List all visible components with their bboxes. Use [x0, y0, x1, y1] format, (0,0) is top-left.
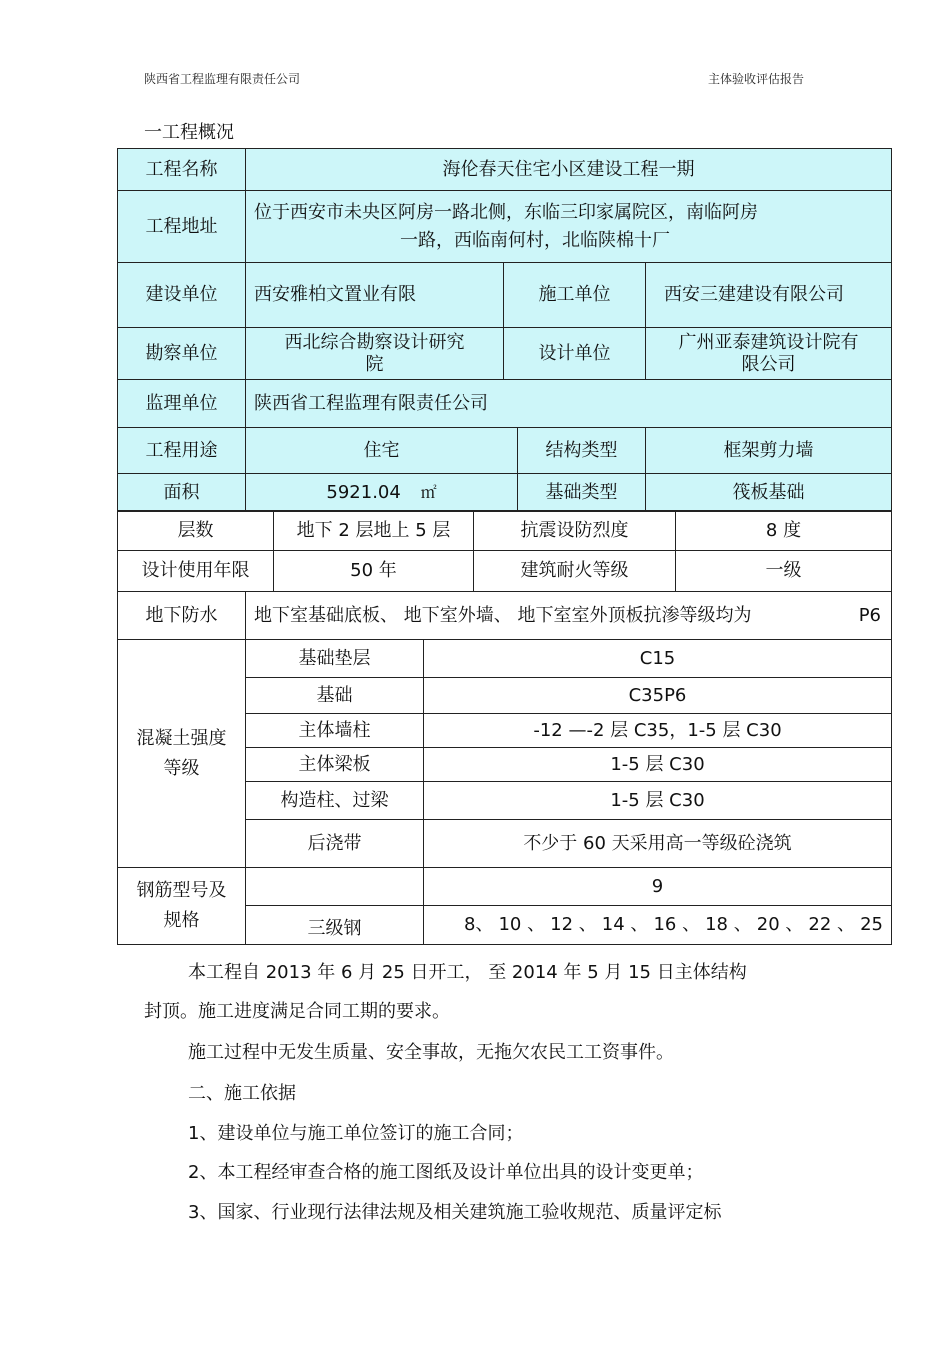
floors-label: 层数: [118, 511, 274, 551]
structure-value: 框架剪力墙: [646, 428, 892, 474]
structure-label: 结构类型: [518, 428, 646, 474]
design-label: 设计单位: [504, 328, 646, 380]
concrete-row-name: 构造柱、过梁: [246, 782, 424, 820]
name-value: 海伦春天住宅小区建设工程一期: [246, 149, 892, 191]
area-unit: ㎡: [420, 482, 437, 502]
rebar-size: 12 、: [550, 914, 597, 935]
concrete-row-value: 1-5 层 C30: [424, 782, 892, 820]
concrete-label-line1: 混凝土强度: [136, 727, 227, 749]
concrete-table: [117, 639, 892, 868]
life-label: 设计使用年限: [118, 551, 274, 592]
builder-value: 西安雅柏文置业有限: [246, 263, 504, 328]
rebar-row1-name: [246, 868, 424, 906]
concrete-row-name: 基础: [246, 678, 424, 714]
rebar-size: 22 、: [808, 914, 856, 935]
rebar-row1-value: 9: [424, 868, 892, 906]
fire-value: 一级: [676, 551, 892, 592]
rebar-size: 25: [860, 914, 883, 935]
survey-line2: 院: [365, 353, 384, 375]
usage-label: 工程用途: [118, 428, 246, 474]
rebar-sizes: [424, 906, 892, 945]
survey-line1: 西北综合勘察设计研究: [284, 331, 465, 353]
rebar-size: 20 、: [756, 914, 804, 935]
rebar-size: 8、: [464, 914, 494, 935]
supervisor-label: 监理单位: [118, 380, 246, 428]
concrete-row-value: 不少于 60 天采用高一等级砼浇筑: [424, 820, 892, 868]
design-line2: 限公司: [741, 353, 796, 375]
constructor-label: 施工单位: [504, 263, 646, 328]
address-line1: 位于西安市未央区阿房一路北侧，东临三印家属院区，南临阿房: [254, 201, 758, 223]
design-value: [646, 328, 892, 380]
floors-value: 地下 2 层地上 5 层: [274, 511, 474, 551]
survey-value: [246, 328, 504, 380]
concrete-row-value: -12 —-2 层 C35，1-5 层 C30: [424, 714, 892, 748]
paragraph-progress-line1: 本工程自 2013 年 6 月 25 日开工， 至 2014 年 5 月 15 日主体结构: [188, 962, 747, 983]
rebar-size: 16 、: [653, 914, 701, 935]
design-line1: 广州亚泰建筑设计院有: [678, 331, 859, 353]
rebar-size: 14 、: [601, 914, 649, 935]
basis-item-2: 2、本工程经审查合格的施工图纸及设计单位出具的设计变更单；: [188, 1162, 704, 1183]
fire-label: 建筑耐火等级: [474, 551, 676, 592]
waterproof-value: 地下室基础底板、 地下室外墙、 地下室室外顶板抗渗等级均为: [254, 604, 752, 626]
concrete-label-line2: 等级: [163, 757, 200, 779]
waterproof-cell: [246, 592, 892, 640]
life-value: 50 年: [274, 551, 474, 592]
foundation-type-value: 筏板基础: [646, 474, 892, 512]
overview-table: [117, 148, 892, 512]
address-value: [246, 191, 892, 263]
floors-table: [117, 510, 892, 592]
seismic-label: 抗震设防烈度: [474, 511, 676, 551]
seismic-value: 8 度: [676, 511, 892, 551]
concrete-label: [118, 640, 246, 868]
concrete-row-value: C35P6: [424, 678, 892, 714]
section-title-overview: 一工程概况: [144, 122, 234, 143]
section-title-basis: 二、施工依据: [188, 1083, 296, 1104]
rebar-table: [117, 867, 892, 945]
concrete-row-name: 主体墙柱: [246, 714, 424, 748]
rebar-label-line1: 钢筋型号及: [136, 880, 227, 901]
area-value: [246, 474, 518, 512]
waterproof-table: [117, 591, 892, 640]
waterproof-label: 地下防水: [118, 592, 246, 640]
concrete-row-name: 主体梁板: [246, 748, 424, 782]
area-label: 面积: [118, 474, 246, 512]
concrete-row-value: 1-5 层 C30: [424, 748, 892, 782]
header-company: 陕西省工程监理有限责任公司: [144, 72, 301, 86]
supervisor-value: 陕西省工程监理有限责任公司: [246, 380, 892, 428]
rebar-label-line2: 规格: [163, 910, 200, 931]
rebar-label: [118, 868, 246, 945]
waterproof-grade: P6: [858, 604, 881, 626]
area-number: 5921.04: [326, 481, 401, 503]
foundation-type-label: 基础类型: [518, 474, 646, 512]
builder-label: 建设单位: [118, 263, 246, 328]
survey-label: 勘察单位: [118, 328, 246, 380]
rebar-row2-name: 三级钢: [246, 906, 424, 945]
paragraph-safety: 施工过程中无发生质量、安全事故，无拖欠农民工工资事件。: [188, 1042, 674, 1063]
basis-item-1: 1、建设单位与施工单位签订的施工合同；: [188, 1123, 524, 1144]
constructor-value: 西安三建建设有限公司: [646, 263, 892, 328]
concrete-row-value: C15: [424, 640, 892, 678]
usage-value: 住宅: [246, 428, 518, 474]
name-label: 工程名称: [118, 149, 246, 191]
concrete-row-name: 后浇带: [246, 820, 424, 868]
address-line2: 一路，西临南何村，北临陕棉十厂: [400, 229, 670, 251]
address-label: 工程地址: [118, 191, 246, 263]
header-report-title: 主体验收评估报告: [708, 72, 805, 86]
paragraph-progress-line2: 封顶。施工进度满足合同工期的要求。: [144, 1001, 450, 1022]
concrete-row-name: 基础垫层: [246, 640, 424, 678]
rebar-size: 10 、: [498, 914, 546, 935]
basis-item-3: 3、国家、行业现行法律法规及相关建筑施工验收规范、质量评定标: [188, 1202, 722, 1223]
rebar-size: 18 、: [705, 914, 752, 935]
